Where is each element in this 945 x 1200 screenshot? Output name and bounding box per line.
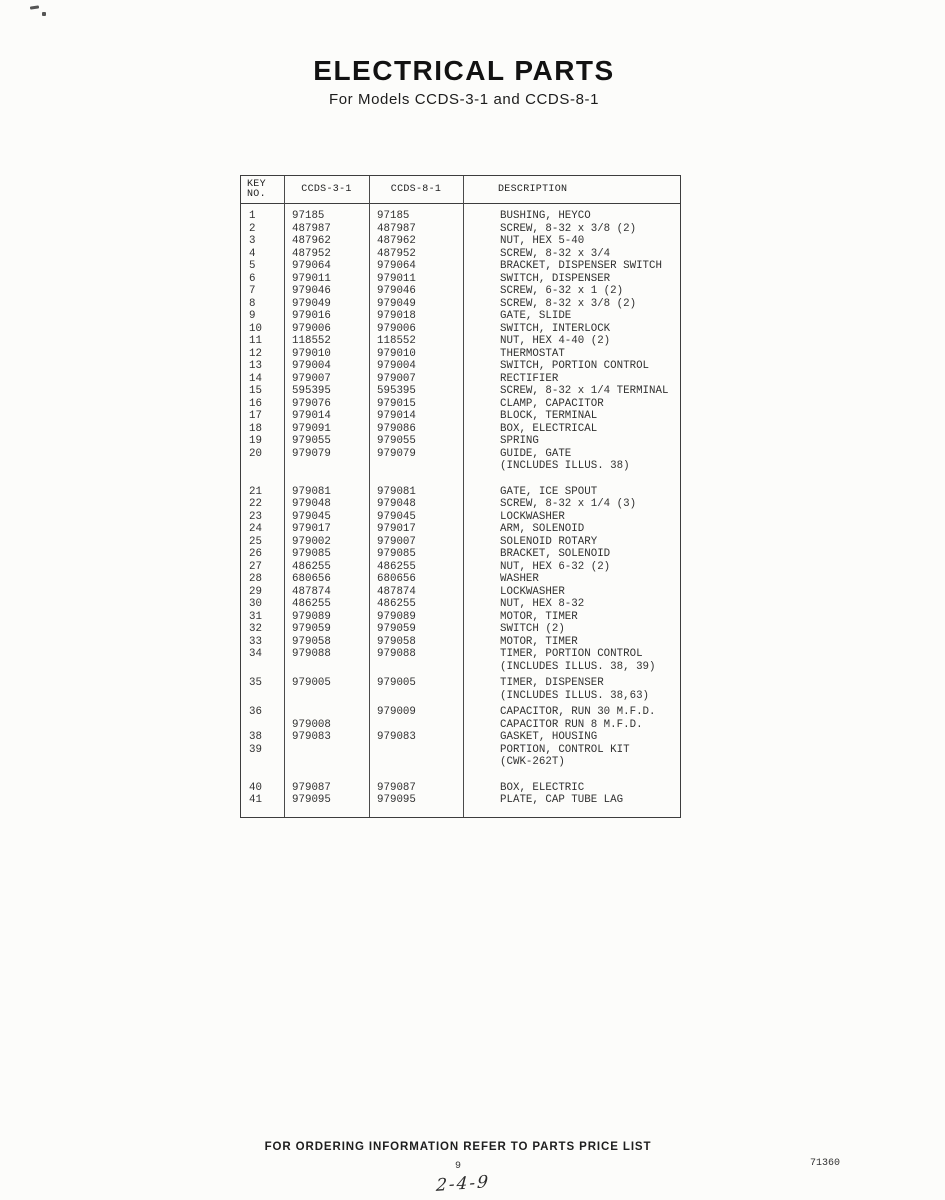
cell-key-no	[241, 690, 284, 703]
cell-key-no: 35	[249, 677, 262, 689]
col-header-ccds-8-1: CCDS-8-1	[390, 184, 442, 195]
cell-ccds-3-1: 979064	[292, 260, 331, 272]
cell-ccds-3-1: 979014	[292, 410, 331, 422]
cell-key-no: 21	[249, 485, 262, 498]
cell-ccds-3-1: 979005	[292, 677, 331, 689]
table-row	[241, 410, 680, 423]
cell-description: GATE, ICE SPOUT	[500, 485, 598, 498]
cell-key-no: 28	[249, 573, 262, 585]
cell-ccds-3-1: 487987	[292, 222, 331, 235]
table-row	[241, 323, 680, 336]
cell-ccds-8-1: 979064	[377, 260, 416, 272]
cell-ccds-3-1: 979087	[292, 781, 331, 794]
cell-ccds-3-1: 979048	[292, 498, 331, 510]
cell-description: SWITCH, INTERLOCK	[500, 322, 611, 335]
cell-key-no	[241, 460, 284, 473]
cell-ccds-8-1: 979081	[377, 485, 416, 498]
form-number: 71360	[810, 1158, 841, 1169]
table-row	[241, 690, 680, 703]
cell-description: (CWK-262T)	[500, 756, 565, 768]
cell-description: CLAMP, CAPACITOR	[500, 397, 604, 410]
cell-description: (INCLUDES ILLUS. 38, 39)	[500, 660, 656, 673]
cell-ccds-3-1: 680656	[292, 573, 331, 585]
cell-description: WASHER	[500, 573, 539, 585]
cell-ccds-8-1: 487874	[377, 585, 416, 598]
table-row	[241, 486, 680, 499]
cell-description: SCREW, 6-32 x 1 (2)	[500, 285, 624, 297]
cell-key-no: 9	[249, 310, 256, 322]
table-row	[241, 398, 680, 411]
table-row	[241, 756, 680, 769]
cell-key-no: 10	[249, 322, 262, 335]
table-row	[241, 794, 680, 807]
cell-description: ARM, SOLENOID	[500, 523, 585, 535]
cell-key-no: 23	[249, 510, 262, 523]
cell-ccds-8-1: 979089	[377, 610, 416, 623]
cell-ccds-3-1: 979006	[292, 322, 331, 335]
cell-key-no: 24	[249, 523, 262, 535]
table-row	[241, 360, 680, 373]
cell-key-no: 32	[249, 623, 262, 635]
cell-description: SCREW, 8-32 x 1/4 TERMINAL	[500, 385, 669, 397]
cell-ccds-3-1: 979058	[292, 635, 331, 648]
cell-ccds-8-1: 979087	[377, 781, 416, 794]
table-row	[241, 677, 680, 690]
cell-description: GUIDE, GATE	[500, 447, 572, 460]
cell-ccds-8-1: 118552	[377, 335, 416, 347]
table-row	[241, 523, 680, 536]
cell-key-no: 20	[249, 447, 262, 460]
table-row	[241, 260, 680, 273]
cell-description: SWITCH, DISPENSER	[500, 272, 611, 285]
table-row	[241, 586, 680, 599]
cell-key-no: 15	[249, 385, 262, 397]
cell-key-no: 19	[249, 435, 262, 447]
cell-description: BRACKET, DISPENSER SWITCH	[500, 260, 662, 272]
table-row	[241, 744, 680, 757]
cell-description: SOLENOID ROTARY	[500, 535, 598, 548]
scan-artifact	[42, 12, 46, 16]
handwritten-note: 2-4-9	[435, 1172, 491, 1196]
cell-description: SPRING	[500, 435, 539, 447]
cell-ccds-8-1: 680656	[377, 573, 416, 585]
cell-ccds-3-1	[284, 460, 369, 473]
table-row	[241, 548, 680, 561]
table-row	[241, 448, 680, 461]
cell-ccds-8-1: 979055	[377, 435, 416, 447]
cell-key-no: 33	[249, 635, 262, 648]
cell-ccds-3-1: 979088	[292, 648, 331, 660]
cell-description: RECTIFIER	[500, 372, 559, 385]
cell-description: SCREW, 8-32 x 1/4 (3)	[500, 498, 637, 510]
cell-ccds-8-1: 487962	[377, 235, 416, 247]
cell-ccds-3-1: 979010	[292, 347, 331, 360]
cell-ccds-3-1: 979085	[292, 548, 331, 560]
cell-key-no: 31	[249, 610, 262, 623]
cell-ccds-3-1	[284, 756, 369, 769]
cell-key-no: 34	[249, 648, 262, 660]
cell-key-no: 1	[249, 210, 256, 222]
table-row	[241, 498, 680, 511]
cell-key-no: 30	[249, 598, 262, 610]
cell-description: SCREW, 8-32 x 3/8 (2)	[500, 222, 637, 235]
cell-ccds-8-1: 979011	[377, 272, 416, 285]
cell-ccds-3-1: 486255	[292, 598, 331, 610]
col-header-ccds-3-1: CCDS-3-1	[301, 184, 352, 195]
cell-description: NUT, HEX 8-32	[500, 598, 585, 610]
cell-key-no: 26	[249, 548, 262, 560]
page-title: ELECTRICAL PARTS	[313, 55, 615, 86]
cell-ccds-3-1: 979089	[292, 610, 331, 623]
cell-ccds-8-1: 486255	[377, 598, 416, 610]
col-header-key-line1: KEY	[247, 179, 266, 190]
cell-ccds-3-1	[284, 690, 369, 703]
cell-key-no: 6	[249, 272, 256, 285]
cell-key-no: 4	[249, 247, 256, 260]
cell-ccds-3-1: 979095	[292, 794, 331, 806]
scan-artifact	[30, 5, 39, 9]
table-row	[241, 536, 680, 549]
cell-ccds-8-1	[369, 744, 463, 757]
cell-ccds-3-1	[284, 661, 369, 674]
cell-ccds-8-1: 979085	[377, 548, 416, 560]
cell-ccds-8-1: 979045	[377, 510, 416, 523]
table-row	[241, 719, 680, 732]
cell-key-no: 7	[249, 285, 256, 297]
cell-description: BUSHING, HEYCO	[500, 210, 591, 222]
cell-ccds-8-1: 979006	[377, 322, 416, 335]
cell-ccds-8-1: 979079	[377, 447, 416, 460]
cell-description: NUT, HEX 6-32 (2)	[500, 560, 611, 573]
cell-description: BOX, ELECTRICAL	[500, 422, 598, 435]
cell-description: NUT, HEX 4-40 (2)	[500, 335, 611, 347]
cell-ccds-3-1: 979008	[292, 718, 331, 731]
table-row	[241, 335, 680, 348]
table-row	[241, 285, 680, 298]
cell-ccds-3-1: 979004	[292, 360, 331, 372]
cell-ccds-3-1: 487962	[292, 235, 331, 247]
cell-ccds-8-1	[369, 719, 463, 732]
cell-ccds-8-1: 97185	[377, 210, 410, 222]
parts-table	[240, 175, 681, 818]
table-row	[241, 298, 680, 311]
cell-ccds-8-1: 979005	[377, 677, 416, 689]
cell-description: MOTOR, TIMER	[500, 610, 578, 623]
cell-ccds-8-1: 979083	[377, 731, 416, 743]
cell-ccds-8-1: 979009	[377, 706, 416, 718]
cell-key-no: 38	[249, 731, 262, 743]
cell-ccds-8-1: 979088	[377, 648, 416, 660]
cell-ccds-3-1: 979049	[292, 297, 331, 310]
cell-ccds-3-1	[284, 744, 369, 757]
table-row	[241, 573, 680, 586]
cell-ccds-8-1: 979007	[377, 535, 416, 548]
table-row	[241, 611, 680, 624]
cell-description: TIMER, PORTION CONTROL	[500, 648, 643, 660]
table-row	[241, 460, 680, 473]
cell-ccds-3-1: 979081	[292, 485, 331, 498]
cell-ccds-8-1: 595395	[377, 385, 416, 397]
cell-ccds-3-1: 979059	[292, 623, 331, 635]
cell-ccds-3-1	[284, 706, 369, 719]
table-row	[241, 210, 680, 223]
table-row	[241, 235, 680, 248]
cell-ccds-8-1: 979049	[377, 297, 416, 310]
cell-ccds-8-1: 979004	[377, 360, 416, 372]
cell-ccds-8-1	[369, 756, 463, 769]
cell-key-no: 5	[249, 260, 256, 272]
cell-description: BLOCK, TERMINAL	[500, 410, 598, 422]
cell-description: BRACKET, SOLENOID	[500, 548, 611, 560]
cell-key-no: 29	[249, 585, 262, 598]
cell-description: NUT, HEX 5-40	[500, 235, 585, 247]
cell-description: (INCLUDES ILLUS. 38)	[500, 460, 630, 472]
table-row	[241, 661, 680, 674]
table-row	[241, 782, 680, 795]
cell-ccds-3-1: 595395	[292, 385, 331, 397]
cell-ccds-8-1: 979014	[377, 410, 416, 422]
cell-ccds-3-1: 979055	[292, 435, 331, 447]
table-body	[241, 204, 680, 817]
cell-key-no: 17	[249, 410, 262, 422]
footer-note: FOR ORDERING INFORMATION REFER TO PARTS PRICE LIST	[264, 1141, 652, 1153]
cell-description: PORTION, CONTROL KIT	[500, 743, 630, 756]
cell-key-no: 14	[249, 372, 262, 385]
cell-ccds-8-1	[369, 690, 463, 703]
cell-key-no	[241, 756, 284, 769]
cell-ccds-3-1: 97185	[292, 210, 325, 222]
table-row	[241, 248, 680, 261]
cell-key-no	[241, 661, 284, 674]
table-row	[241, 310, 680, 323]
cell-description: CAPACITOR, RUN 30 M.F.D.	[500, 706, 656, 718]
cell-ccds-3-1: 979002	[292, 535, 331, 548]
table-row	[241, 648, 680, 661]
cell-key-no: 2	[249, 222, 256, 235]
page-number: 9	[454, 1161, 461, 1172]
col-header-key-line2: NO.	[247, 189, 266, 200]
cell-description: GATE, SLIDE	[500, 310, 572, 322]
table-row	[241, 511, 680, 524]
cell-ccds-8-1	[369, 460, 463, 473]
cell-key-no	[241, 719, 284, 732]
page-subtitle: For Models CCDS-3-1 and CCDS-8-1	[328, 91, 600, 108]
table-row	[241, 598, 680, 611]
cell-description: PLATE, CAP TUBE LAG	[500, 794, 624, 806]
cell-ccds-8-1: 979048	[377, 498, 416, 510]
cell-ccds-8-1: 487987	[377, 222, 416, 235]
cell-ccds-8-1: 979007	[377, 372, 416, 385]
cell-key-no: 40	[249, 781, 262, 794]
cell-key-no: 39	[249, 743, 262, 756]
cell-ccds-8-1: 487952	[377, 247, 416, 260]
table-row	[241, 706, 680, 719]
cell-description: LOCKWASHER	[500, 510, 565, 523]
table-row	[241, 373, 680, 386]
cell-description: SWITCH (2)	[500, 623, 565, 635]
cell-key-no: 27	[249, 560, 262, 573]
cell-ccds-3-1: 979016	[292, 310, 331, 322]
cell-description: GASKET, HOUSING	[500, 731, 598, 743]
cell-ccds-8-1: 979095	[377, 794, 416, 806]
cell-ccds-8-1: 979018	[377, 310, 416, 322]
cell-key-no: 8	[249, 297, 256, 310]
cell-ccds-8-1: 979058	[377, 635, 416, 648]
cell-key-no: 11	[249, 335, 262, 347]
table-row	[241, 273, 680, 286]
table-row	[241, 561, 680, 574]
cell-ccds-8-1	[369, 661, 463, 674]
cell-ccds-3-1: 486255	[292, 560, 331, 573]
cell-ccds-8-1: 979059	[377, 623, 416, 635]
cell-ccds-8-1: 979046	[377, 285, 416, 297]
cell-ccds-3-1: 487874	[292, 585, 331, 598]
cell-ccds-3-1: 979091	[292, 422, 331, 435]
cell-description: LOCKWASHER	[500, 585, 565, 598]
cell-description: MOTOR, TIMER	[500, 635, 578, 648]
cell-ccds-8-1: 979086	[377, 422, 416, 435]
table-row	[241, 348, 680, 361]
cell-ccds-8-1: 486255	[377, 560, 416, 573]
column-divider	[463, 176, 464, 817]
table-row	[241, 435, 680, 448]
column-divider	[369, 176, 370, 817]
cell-key-no: 3	[249, 235, 256, 247]
cell-ccds-3-1: 979076	[292, 397, 331, 410]
cell-ccds-3-1: 979083	[292, 731, 331, 743]
cell-key-no: 13	[249, 360, 262, 372]
cell-ccds-3-1: 979046	[292, 285, 331, 297]
cell-description: SCREW, 8-32 x 3/8 (2)	[500, 297, 637, 310]
table-row	[241, 731, 680, 744]
cell-ccds-3-1: 979079	[292, 447, 331, 460]
column-divider	[284, 176, 285, 817]
cell-key-no: 36	[249, 706, 262, 718]
cell-description: TIMER, DISPENSER	[500, 677, 604, 689]
cell-ccds-3-1: 979045	[292, 510, 331, 523]
cell-ccds-3-1: 979017	[292, 523, 331, 535]
table-row	[241, 223, 680, 236]
table-row	[241, 636, 680, 649]
cell-ccds-8-1: 979017	[377, 523, 416, 535]
cell-key-no: 16	[249, 397, 262, 410]
cell-ccds-3-1: 487952	[292, 247, 331, 260]
cell-key-no: 25	[249, 535, 262, 548]
cell-description: BOX, ELECTRIC	[500, 781, 585, 794]
cell-key-no: 12	[249, 347, 262, 360]
cell-description: THERMOSTAT	[500, 347, 565, 360]
col-header-description: DESCRIPTION	[498, 184, 568, 195]
col-header-key-no	[241, 176, 284, 203]
cell-description: (INCLUDES ILLUS. 38,63)	[500, 689, 650, 702]
cell-ccds-8-1: 979015	[377, 397, 416, 410]
cell-ccds-3-1: 118552	[292, 335, 331, 347]
cell-description: SWITCH, PORTION CONTROL	[500, 360, 650, 372]
table-header	[241, 176, 680, 204]
cell-ccds-3-1: 979007	[292, 372, 331, 385]
cell-key-no: 22	[249, 498, 262, 510]
cell-key-no: 41	[249, 794, 262, 806]
cell-description: CAPACITOR RUN 8 M.F.D.	[500, 718, 643, 731]
cell-ccds-8-1: 979010	[377, 347, 416, 360]
table-row	[241, 423, 680, 436]
cell-description: SCREW, 8-32 x 3/4	[500, 247, 611, 260]
cell-key-no: 18	[249, 422, 262, 435]
table-row	[241, 623, 680, 636]
table-row	[241, 385, 680, 398]
cell-ccds-3-1: 979011	[292, 272, 331, 285]
